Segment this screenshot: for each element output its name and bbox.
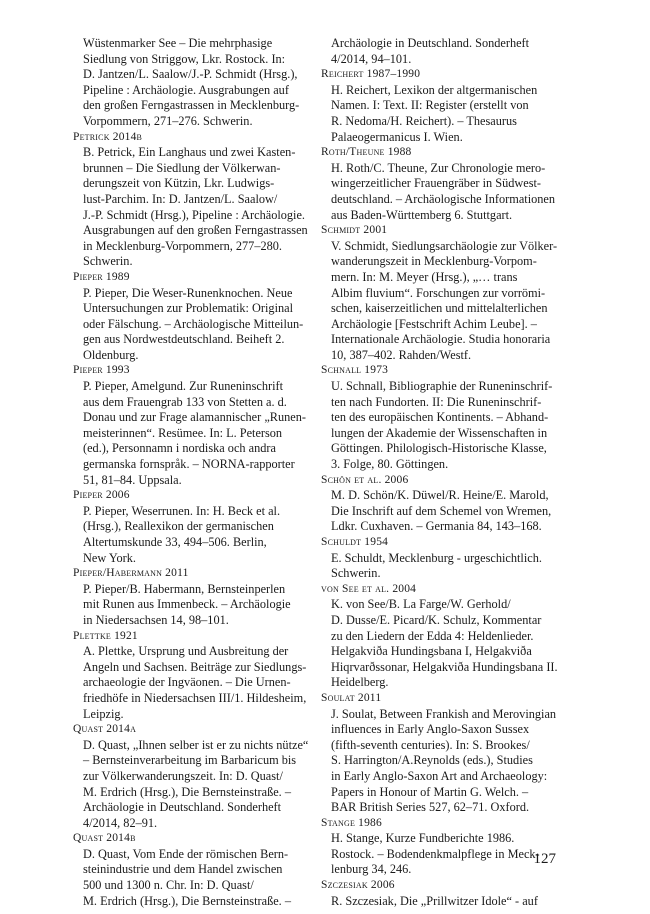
entry-label: von See et al. 2004: [321, 582, 417, 595]
entry-label: Soulat 2011: [321, 691, 382, 704]
entry-line: H. Reichert, Lexikon der altgermanischen: [331, 82, 538, 97]
entry-line: 3. Folge, 80. Göttingen.: [331, 457, 449, 472]
entry-line: P. Pieper/B. Habermann, Bernsteinperlen: [83, 581, 286, 596]
entry-line: Oldenburg.: [83, 347, 139, 362]
entry-body: [321, 83, 553, 145]
page-number: 127: [533, 851, 556, 867]
entry-label: Schnall 1973: [321, 364, 389, 377]
entry-line: Untersuchungen zur Problematik: Original: [83, 301, 294, 316]
bibliography-entry: [73, 363, 305, 488]
entry-body: [321, 706, 557, 816]
entry-line: Palaeogermanicus I. Wien.: [331, 129, 463, 144]
entry-body: [321, 488, 553, 535]
entry-line: D. Quast, „Ihnen selber ist er zu nichts nütze“: [83, 737, 309, 752]
entry-line: Schwerin.: [83, 254, 133, 269]
entry-line: P. Pieper, Die Weser-Runenknochen. Neue: [83, 285, 293, 300]
entry-line: R. Nedoma/H. Reichert). – Thesaurus: [331, 113, 517, 128]
entry-label: Quast 2014a: [73, 723, 137, 736]
entry-line: archaeologie der Ingväonen. – Die Urnen-: [83, 675, 291, 690]
entry-label: Reichert 1987–1990: [321, 68, 421, 81]
entry-line: friedhöfe in Niedersachsen III/1. Hildesheim,: [83, 690, 307, 705]
entry-label: Szczesiak 2006: [321, 879, 395, 892]
entry-line: derungszeit von Kützin, Lkr. Ludwigs-: [83, 176, 275, 191]
entry-line: New York.: [83, 550, 136, 565]
entry-line: Donau und zur Frage alamannischer „Runen-: [83, 410, 306, 425]
entry-line: Pipeline : Archäologie. Ausgrabungen auf: [83, 82, 289, 97]
bibliography-entry: [321, 535, 553, 582]
entry-body: [73, 582, 305, 629]
entry-line: R. Szczesiak, Die „Prillwitzer Idole“ - auf: [331, 893, 538, 908]
entry-body: [73, 36, 305, 130]
entry-line: B. Petrick, Ein Langhaus und zwei Kasten-: [83, 145, 296, 160]
entry-line: J.-P. Schmidt (Hrsg.), Pipeline : Archäologie.: [83, 207, 306, 222]
entry-line: 500 und 1300 n. Chr. In: D. Quast/: [83, 878, 254, 893]
entry-line: Vorpommern, 271–276. Schwerin.: [83, 113, 253, 128]
entry-line: U. Schnall, Bibliographie der Runeninschrif-: [331, 379, 553, 394]
entry-line: E. Schuldt, Mecklenburg - urgeschichtlich.: [331, 550, 542, 565]
entry-line: Göttingen. Philologisch-Historische Klasse,: [331, 441, 547, 456]
left-column: [73, 36, 309, 909]
entry-line: (fifth-seventh centuries). In: S. Brookes/: [331, 737, 530, 752]
entry-line: lust-Parchim. In: D. Jantzen/L. Saalow/: [83, 191, 278, 206]
entry-line: V. Schmidt, Siedlungsarchäologie zur Völker-: [331, 238, 558, 253]
entry-body: [73, 644, 305, 722]
entry-body: [73, 504, 305, 566]
entry-line: (Hrsg.), Reallexikon der germanischen: [83, 519, 274, 534]
entry-body: [321, 551, 553, 582]
entry-line: wanderungszeit in Mecklenburg-Vorpom-: [331, 254, 537, 269]
entry-line: mern. In: M. Meyer (Hrsg.), „… trans: [331, 269, 518, 284]
entry-line: ten nach Fundorten. II: Die Runeninschrif-: [331, 394, 542, 409]
entry-line: Archäologie [Festschrift Achim Leube]. –: [331, 316, 537, 331]
entry-line: Altertumskunde 33, 494–506. Berlin,: [83, 535, 267, 549]
entry-line: S. Harrington/A.Reynolds (eds.), Studies: [331, 753, 533, 768]
entry-body: [321, 160, 556, 223]
entry-line: steinindustrie und dem Handel zwischen: [83, 862, 283, 877]
entry-line: aus dem Frauengrab 133 von Stetten a. d.: [83, 394, 287, 409]
entry-line: in Early Anglo-Saxon Art and Archaeology:: [331, 768, 548, 783]
entry-label: Pieper 2006: [73, 489, 130, 502]
bibliography-entry: [73, 36, 305, 130]
bibliography-entry: [321, 582, 558, 691]
entry-line: brunnen – Die Siedlung der Völkerwan-: [83, 160, 281, 175]
bibliography-entry: [321, 67, 553, 145]
entry-label: Pieper 1989: [73, 270, 130, 283]
entry-body: [321, 597, 558, 691]
entry-body: [321, 894, 553, 910]
entry-line: BAR British Series 527, 62–71. Oxford.: [331, 800, 530, 815]
entry-label: Schmidt 2001: [321, 224, 388, 237]
entry-line: P. Pieper, Amelgund. Zur Runeninschrift: [83, 379, 283, 394]
entry-line: P. Pieper, Weserrunen. In: H. Beck et al.: [83, 503, 281, 518]
entry-label: Quast 2014b: [73, 832, 136, 845]
entry-line: influences in Early Anglo-Saxon Sussex: [331, 722, 530, 737]
bibliography-entry: [321, 36, 553, 67]
entry-label: Stange 1986: [321, 816, 382, 829]
entry-line: mit Runen aus Immenbeck. – Archäologie: [83, 597, 291, 612]
entry-line: lenburg 34, 246.: [331, 862, 412, 877]
entry-line: Rostock. – Bodendenkmalpflege in Meck-: [331, 846, 540, 861]
entry-line: ten des europäischen Kontinents. – Abhand-: [331, 410, 549, 425]
entry-line: zur Völkerwanderungszeit. In: D. Quast/: [83, 768, 283, 783]
entry-line: Helgakviða Hundingsbana I, Helgakviða: [331, 644, 532, 659]
entry-label: Pieper/Habermann 2011: [73, 567, 189, 580]
entry-body: [73, 145, 308, 270]
bibliography-entry: [73, 629, 305, 723]
entry-line: H. Roth/C. Theune, Zur Chronologie mero-: [331, 160, 546, 175]
entry-body: [321, 831, 553, 878]
bibliography-entry: [321, 473, 553, 535]
entry-line: zu den Liedern der Edda 4: Heldenlieder.: [331, 628, 534, 643]
entry-line: schen, kaiserzeitlichen und mittelalterlichen: [331, 301, 548, 316]
entry-line: M. Erdrich (Hrsg.), Die Bernsteinstraße. –: [83, 784, 291, 799]
entry-line: 10, 387–402. Rahden/Westf.: [331, 347, 472, 362]
entry-line: K. von See/B. La Farge/W. Gerhold/: [331, 597, 511, 612]
entry-line: Papers in Honour of Martin G. Welch. –: [331, 784, 529, 799]
entry-body: [73, 737, 309, 832]
entry-body: [321, 379, 553, 473]
right-column: [321, 36, 558, 909]
entry-line: Internationale Archäologie. Studia honoraria: [331, 332, 551, 347]
entry-line: deutschland. – Archäologische Informationen: [331, 191, 556, 206]
entry-line: den großen Ferngastrassen in Mecklenburg-: [83, 98, 300, 113]
entry-line: aus Baden-Württemberg 6. Stuttgart.: [331, 207, 513, 222]
entry-line: wingerzeitlicher Frauengräber in Südwest-: [331, 176, 541, 191]
entry-line: 4/2014, 94–101.: [331, 51, 412, 66]
entry-body: [73, 286, 305, 364]
entry-line: 51, 81–84. Uppsala.: [83, 472, 182, 487]
entry-line: gen aus Nordwestdeutschland. Beiheft 2.: [83, 332, 285, 347]
entry-label: Schön et al. 2006: [321, 473, 409, 486]
entry-line: 4/2014, 82–91.: [83, 815, 158, 830]
bibliography-entry: [321, 363, 553, 472]
bibliography-entry: [73, 270, 305, 364]
entry-line: – Bernsteinverarbeitung im Barbaricum bis: [83, 753, 297, 768]
entry-line: Angeln und Sachsen. Beiträge zur Siedlungs-: [83, 659, 307, 674]
entry-label: Petrick 2014b: [73, 130, 143, 143]
bibliography-entry: [73, 831, 305, 909]
entry-line: A. Plettke, Ursprung und Ausbreitung der: [83, 644, 289, 659]
entry-line: D. Dusse/E. Picard/K. Schulz, Kommentar: [331, 612, 542, 627]
entry-label: Schuldt 1954: [321, 536, 389, 548]
entry-body: [73, 379, 305, 488]
entry-line: (ed.), Personnamn i nordiska och andra: [83, 441, 276, 456]
entry-line: Namen. I: Text. II: Register (erstellt von: [331, 98, 529, 113]
entry-line: Archäologie in Deutschland. Sonderheft: [83, 800, 282, 815]
entry-line: Albim fluvium“. Forschungen zur vorrömi-: [331, 285, 546, 300]
bibliography-entry: [73, 566, 305, 628]
bibliography-entry: [321, 223, 558, 363]
bibliography-entry: [73, 722, 309, 831]
entry-line: Schwerin.: [331, 566, 381, 581]
entry-line: germanska fornspråk. – NORNA-rapporter: [83, 457, 295, 472]
entry-line: Wüstenmarker See – Die mehrphasige: [83, 36, 273, 50]
entry-line: Archäologie in Deutschland. Sonderheft: [331, 36, 530, 50]
entry-label: Plettke 1921: [73, 629, 138, 642]
entry-body: [321, 238, 558, 364]
entry-line: M. Erdrich (Hrsg.), Die Bernsteinstraße. –: [83, 893, 291, 908]
bibliography-entry: [321, 816, 553, 878]
entry-line: M. D. Schön/K. Düwel/R. Heine/E. Marold,: [331, 488, 549, 503]
entry-line: Ldkr. Cuxhaven. – Germania 84, 143–168.: [331, 519, 542, 534]
entry-label: Roth/Theune 1988: [321, 146, 412, 159]
entry-line: oder Fälschung. – Archäologische Mitteilun-: [83, 316, 304, 331]
entry-line: H. Stange, Kurze Fundberichte 1986.: [331, 831, 515, 846]
bibliography-entry: [321, 691, 557, 816]
entry-line: Die Inschrift auf dem Schemel von Wremen,: [331, 503, 552, 518]
entry-line: meisterinnen“. Resümee. In: L. Peterson: [83, 425, 283, 440]
bibliography-entry: [321, 878, 553, 909]
bibliography-entry: [73, 130, 308, 270]
entry-line: Hiqrvarðssonar, Helgakviða Hundingsbana II.: [331, 659, 558, 674]
entry-line: D. Jantzen/L. Saalow/J.-P. Schmidt (Hrsg.),: [83, 67, 298, 82]
entry-line: in Niedersachsen 14, 98–101.: [83, 612, 229, 627]
entry-line: in Mecklenburg-Vorpommern, 277–280.: [83, 238, 283, 253]
entry-line: D. Quast, Vom Ende der römischen Bern-: [83, 846, 289, 861]
entry-line: lungen der Akademie der Wissenschaften in: [331, 425, 548, 440]
entry-body: [321, 36, 553, 67]
entry-line: Ausgrabungen auf den großen Ferngastrassen: [83, 223, 308, 238]
entry-line: Heidelberg.: [331, 675, 389, 690]
entry-line: J. Soulat, Between Frankish and Merovingian: [331, 706, 557, 721]
entry-line: Leipzig.: [83, 706, 124, 721]
entry-label: Pieper 1993: [73, 364, 130, 377]
entry-body: [73, 847, 305, 909]
entry-line: Siedlung von Striggow, Lkr. Rostock. In:: [83, 51, 286, 66]
bibliography-entry: [73, 488, 305, 566]
bibliography-entry: [321, 145, 556, 223]
